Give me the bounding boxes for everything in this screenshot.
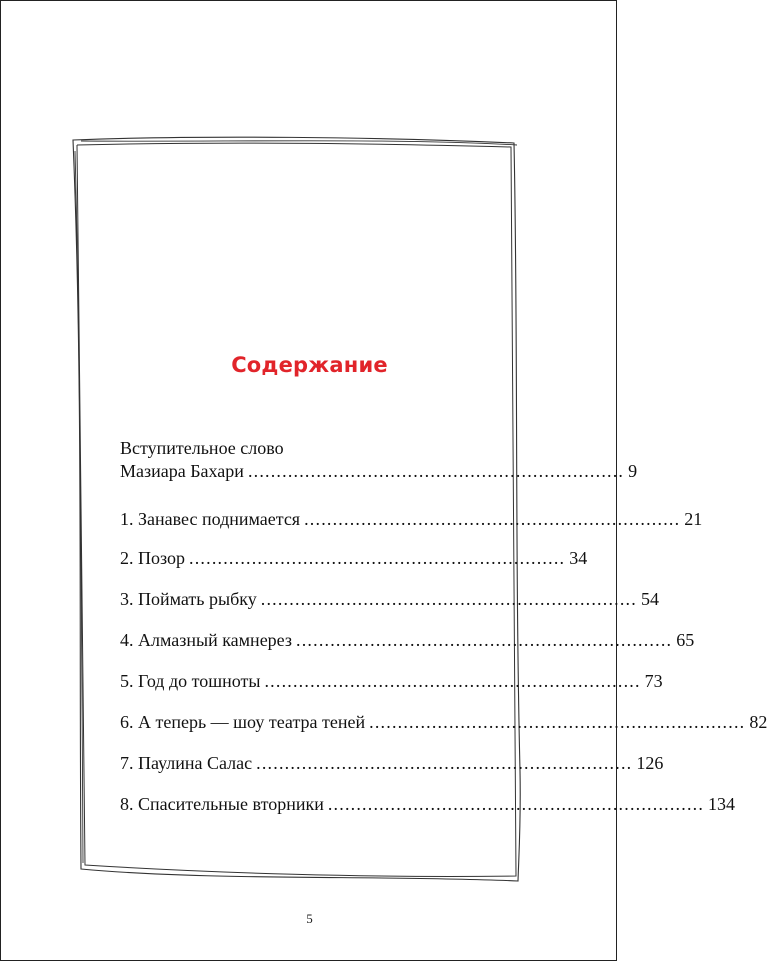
toc-entry-page: 54	[640, 589, 659, 609]
toc-entry-page: 126	[636, 753, 664, 773]
toc-entry[interactable]	[120, 752, 664, 775]
dot-leader: ..................................................................	[247, 461, 625, 481]
toc-entry-page: 73	[644, 671, 663, 691]
toc-entry[interactable]	[120, 508, 703, 531]
toc-entry-intro-line1: Вступительное слово	[120, 438, 284, 458]
toc-title: Содержание	[231, 353, 388, 377]
toc-entry[interactable]	[120, 629, 695, 652]
dot-leader: ..................................................................	[296, 630, 673, 650]
toc-entry-label: 4. Алмазный камнерез	[120, 630, 293, 650]
dot-leader: ..................................................................	[256, 753, 633, 773]
toc-entry-label: 6. А теперь — шоу театра теней	[120, 712, 366, 732]
toc-entry[interactable]	[120, 670, 663, 693]
dot-leader: ..................................................................	[304, 509, 681, 529]
toc-entry-page: 65	[676, 630, 695, 650]
toc-entry-label: 2. Позор	[120, 548, 186, 568]
toc-entry-label: 3. Поймать рыбку	[120, 589, 257, 609]
dot-leader: ..................................................................	[264, 671, 641, 691]
toc-entry-page: 21	[684, 509, 703, 529]
toc-entry-label: 8. Спасительные вторники	[120, 794, 324, 814]
toc-entry-page: 134	[708, 794, 736, 814]
dot-leader: ..................................................................	[189, 548, 566, 568]
page-number: 5	[306, 911, 313, 926]
toc-entry-label: 7. Паулина Салас	[120, 753, 253, 773]
toc-entry[interactable]	[120, 793, 736, 816]
toc-entry-page: 9	[628, 461, 638, 481]
toc-entry-page: 82	[749, 712, 767, 732]
dot-leader: ..................................................................	[327, 794, 705, 814]
dot-leader: ..................................................................	[260, 589, 637, 609]
toc-entry-intro-line2: Мазиара Бахари	[120, 461, 244, 481]
toc-entry[interactable]	[120, 588, 659, 611]
dot-leader: ..................................................................	[369, 712, 746, 732]
toc-entry-page: 34	[569, 548, 588, 568]
toc-entry-intro[interactable]	[120, 437, 638, 483]
toc-entry-label: 5. Год до тошноты	[120, 671, 261, 691]
toc-entry-label: 1. Занавес поднимается	[120, 509, 301, 529]
toc-entry[interactable]	[120, 711, 767, 734]
toc-entry[interactable]	[120, 547, 588, 570]
